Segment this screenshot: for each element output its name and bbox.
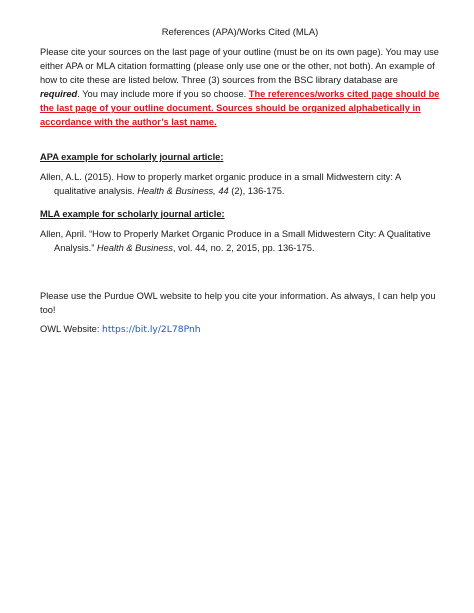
intro-text-continued: . You may include more if you so choose. [77,89,249,99]
mla-citation [40,227,440,255]
page-title: References (APA)/Works Cited (MLA) [161,26,319,37]
mla-citation-tail: , vol. 44, no. 2, 2015, pp. 136-175. [172,243,315,253]
apa-journal: Health & Business, 44 [137,186,229,196]
owl-website-line [40,322,440,337]
intro-paragraph [40,45,440,129]
intro-text: Please cite your sources on the last page of your outline (must be on its own page). You may use either APA or MLA citation formatting (please only use one or the other, not both). An example of how to cite these are listed below. Three (3) sources from the BSC library database are [40,47,439,85]
help-text: Please use the Purdue OWL website to help you cite your information. As always, I can help you too! [40,291,436,315]
warning-text: The references/works cited page should be the last page of your outline document. Sources should be organized alphabetically in accordance with the author’s last name. [40,89,440,127]
apa-heading: APA example for scholarly journal article: [40,152,224,162]
apa-citation-tail: (2), 136-175. [228,186,285,196]
apa-citation-main: Allen, A.L. (2015). How to properly market organic produce in a small Midwestern city: A qualitative analysis. [40,172,401,196]
mla-heading: MLA example for scholarly journal article: [40,209,225,219]
mla-journal: Health & Business [96,243,173,253]
owl-label: OWL Website: [40,324,102,334]
owl-website-link[interactable]: https://bit.ly/2L78Pnh [102,324,201,335]
mla-citation-main: Allen, April. “How to Properly Market Organic Produce in a Small Midwestern City: A Qualitative Analysis.” [40,229,431,253]
apa-citation [40,170,440,198]
required-emphasis: required [40,89,78,99]
